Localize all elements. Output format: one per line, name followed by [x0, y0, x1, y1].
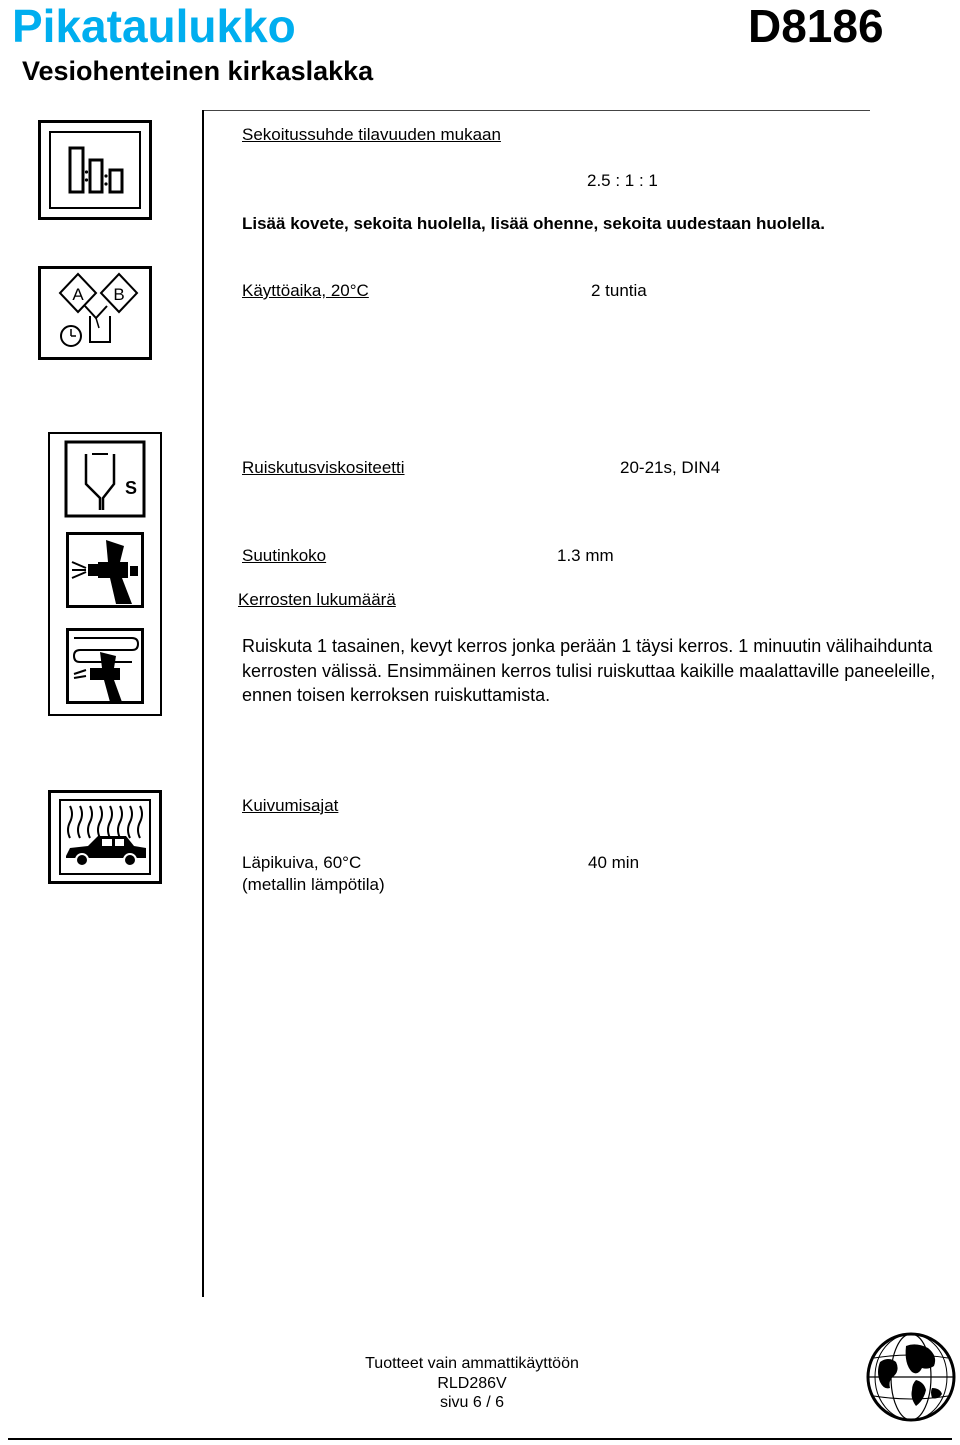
footer-document-code: RLD286V	[437, 1374, 507, 1392]
drying-label: Kuivumisajat	[242, 796, 339, 815]
footer	[330, 1354, 614, 1413]
column-divider	[202, 110, 204, 1297]
footer-divider	[8, 1438, 952, 1440]
viscosity-label: Ruiskutusviskositeetti	[242, 458, 405, 477]
icon-letter-b: B	[113, 285, 125, 304]
coats-paragraph: Ruiskuta 1 tasainen, kevyt kerros jonka perään 1 täysi kerros. 1 minuutin välihaihdunta kerrosten välissä. Ensimmäinen kerros tulisi ruiskuttaa kaikille maalattaville paneeleille, ennen toisen kerroksen ruiskuttamista.	[242, 636, 936, 705]
viscosity-value: 20-21s, DIN4	[620, 458, 721, 477]
drying-condition-line2: (metallin lämpötila)	[242, 875, 385, 894]
pot-life-value: 2 tuntia	[591, 281, 647, 300]
mixing-ratio-value: 2.5 : 1 : 1	[587, 171, 658, 190]
nozzle-label: Suutinkoko	[242, 546, 327, 565]
coats-spray-icon	[66, 628, 144, 704]
spray-gun-icon	[66, 532, 144, 608]
footer-page-number: sivu 6 / 6	[439, 1394, 505, 1411]
mixing-instruction: Lisää kovete, sekoita huolella, lisää ohenne, sekoita uudestaan huolella.	[242, 214, 825, 233]
pot-life-icon	[38, 266, 152, 360]
drying-value: 40 min	[588, 853, 640, 872]
pot-life-label: Käyttöaika, 20°C	[242, 281, 369, 300]
drying-icon	[48, 790, 162, 884]
product-code: D8186	[748, 0, 884, 52]
page-title: Pikataulukko	[12, 0, 296, 52]
page-subtitle: Vesiohenteinen kirkaslakka	[22, 56, 374, 86]
mixing-ratio-label: Sekoitussuhde tilavuuden mukaan	[242, 125, 501, 144]
drying-condition-line1: Läpikuiva, 60°C	[242, 853, 362, 872]
icon-letter-s: S	[124, 478, 138, 498]
mixing-ratio-icon	[38, 120, 152, 220]
nozzle-value: 1.3 mm	[557, 546, 614, 565]
header-divider	[204, 110, 870, 111]
globe-logo	[866, 1332, 956, 1422]
coats-label: Kerrosten lukumäärä	[238, 590, 396, 609]
icon-letter-a: A	[72, 285, 84, 304]
footer-professional-note: Tuotteet vain ammattikäyttöön	[365, 1355, 579, 1372]
